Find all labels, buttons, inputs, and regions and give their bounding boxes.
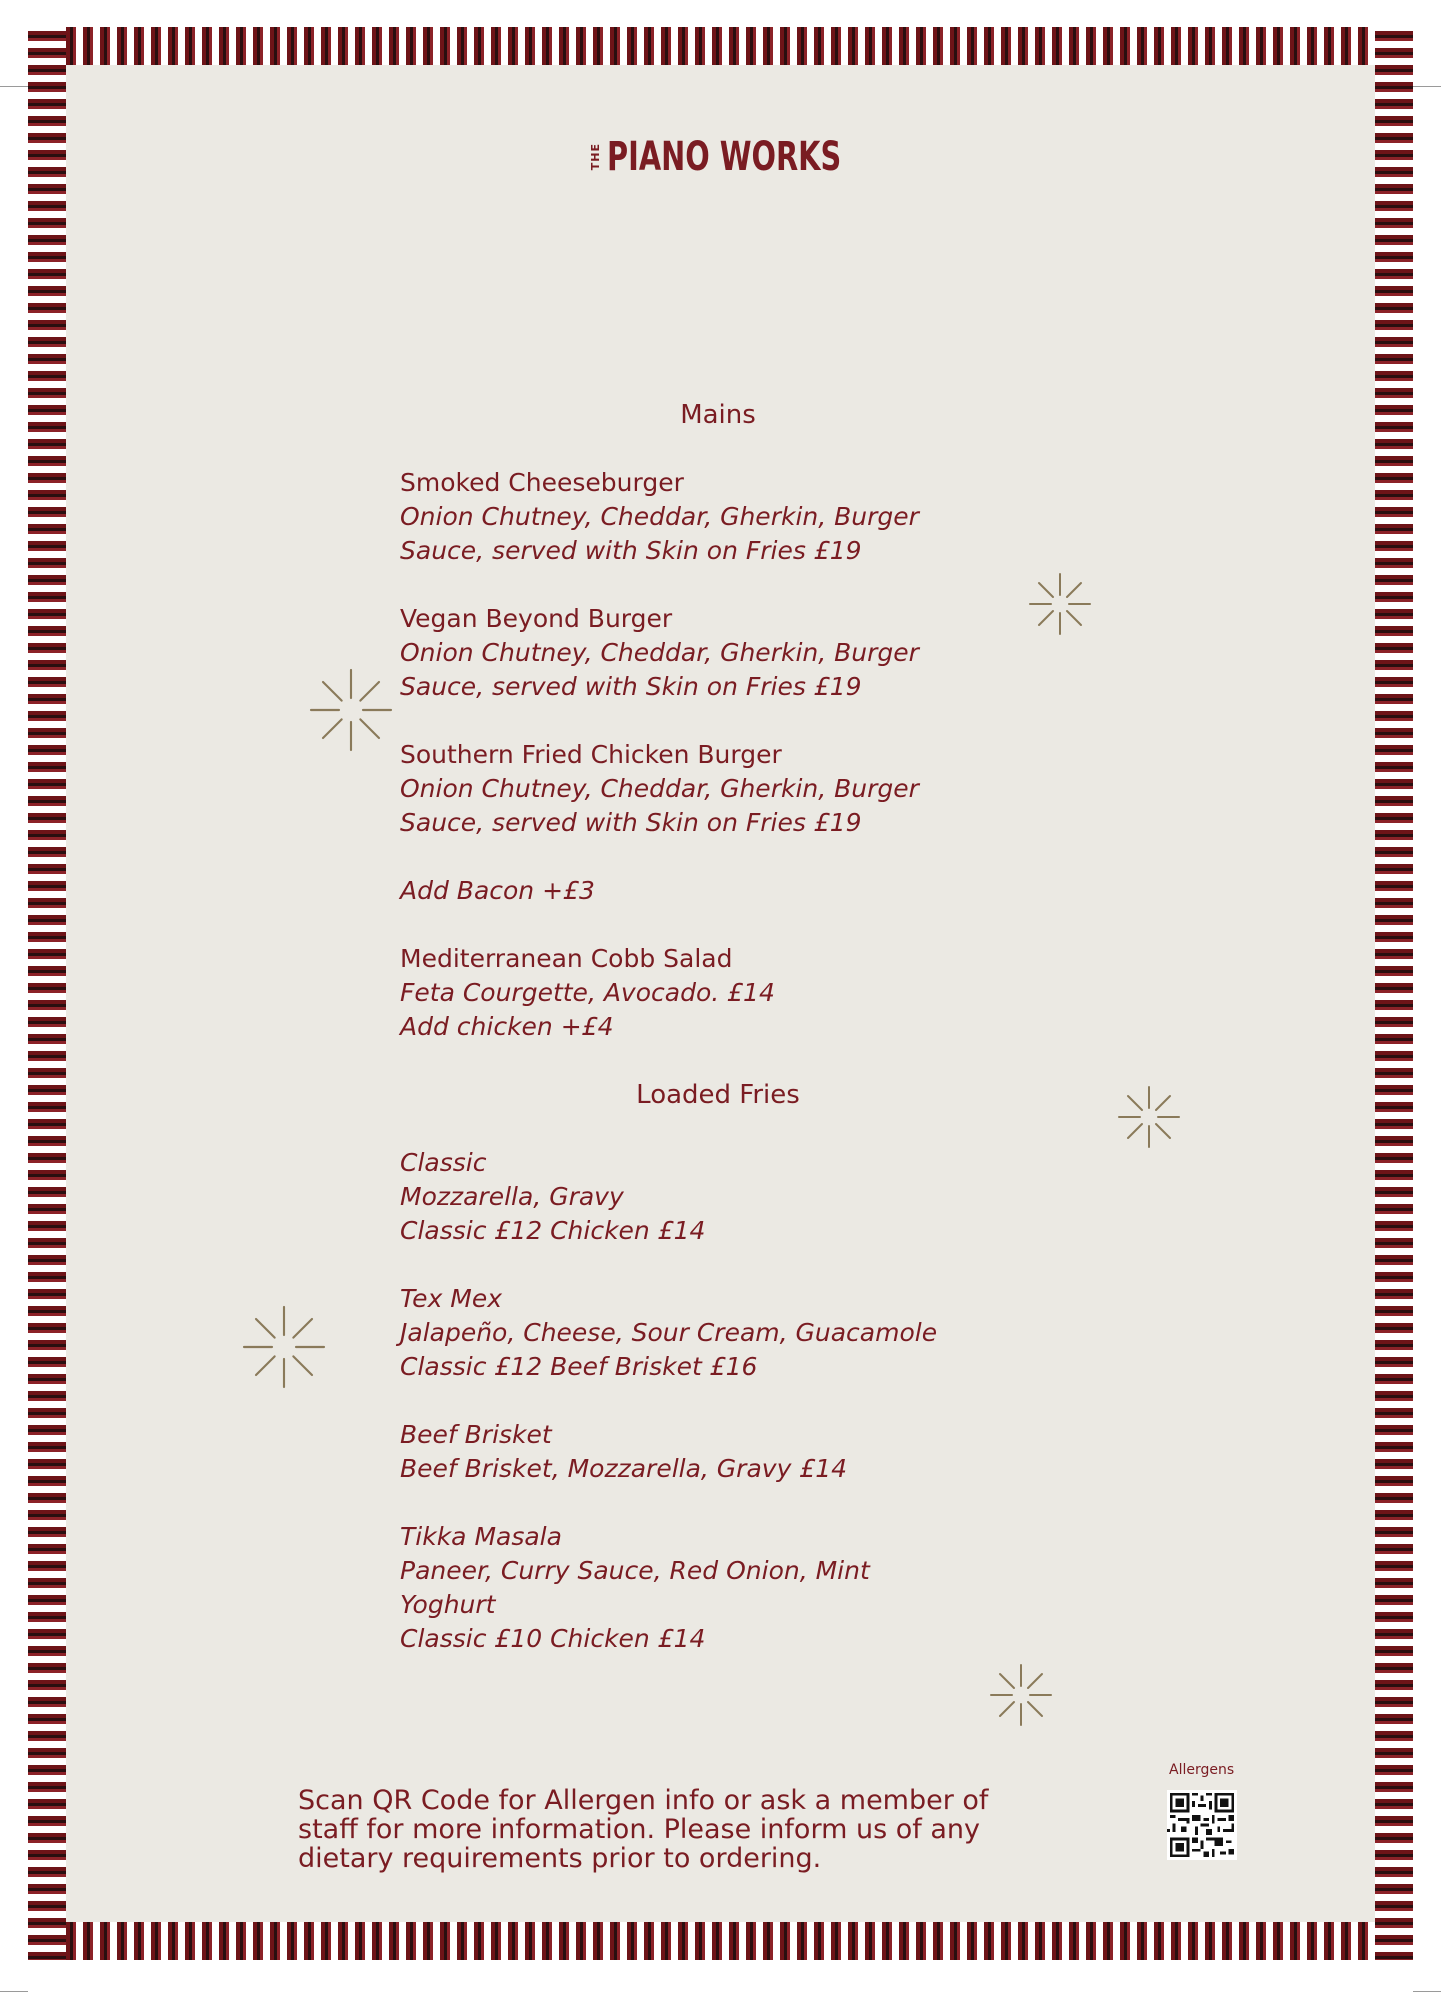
qr-code-icon[interactable]	[1167, 1790, 1237, 1860]
decorative-border-top	[28, 27, 1413, 65]
item-description: Sauce, served with Skin on Fries £19	[400, 536, 862, 565]
sparkle-icon	[240, 1303, 328, 1391]
decorative-border-left	[28, 27, 66, 1960]
item-description: Mozzarella, Gravy	[400, 1182, 624, 1211]
item-description: Onion Chutney, Cheddar, Gherkin, Burger	[400, 638, 919, 667]
menu-item	[400, 1418, 1060, 1486]
logo	[590, 133, 932, 181]
menu-item	[400, 602, 1060, 704]
item-description: Onion Chutney, Cheddar, Gherkin, Burger	[400, 502, 919, 531]
item-description: Paneer, Curry Sauce, Red Onion, Mint	[400, 1556, 870, 1585]
section-title-loaded-fries: Loaded Fries	[636, 1080, 800, 1110]
addon-text: Add Bacon +£3	[400, 876, 595, 905]
item-description: Tex Mex	[400, 1284, 503, 1313]
menu-addon	[400, 874, 1060, 908]
menu-item	[400, 942, 1060, 1044]
sparkle-icon	[307, 666, 395, 754]
item-description: Feta Courgette, Avocado. £14	[400, 978, 775, 1007]
allergen-note	[298, 1786, 1118, 1873]
sparkle-icon	[988, 1662, 1054, 1728]
sparkle-icon	[1027, 571, 1093, 637]
item-description: Sauce, served with Skin on Fries £19	[400, 808, 862, 837]
sparkle-icon	[1116, 1084, 1182, 1150]
item-description: Beef Brisket	[400, 1420, 552, 1449]
menu-item	[400, 1282, 1060, 1384]
crop-mark	[1413, 86, 1441, 87]
item-description: Add chicken +£4	[400, 1012, 614, 1041]
item-description: Classic £12 Chicken £14	[400, 1216, 706, 1245]
decorative-border-right	[1375, 27, 1413, 1960]
item-description: Classic	[400, 1148, 487, 1177]
menu-item	[400, 466, 1060, 568]
item-description: Sauce, served with Skin on Fries £19	[400, 672, 862, 701]
allergen-note-line: staff for more information. Please inform us of any	[298, 1814, 980, 1845]
item-name: Mediterranean Cobb Salad	[400, 944, 733, 973]
section-title-mains: Mains	[680, 400, 756, 430]
logo-name: PIANO WORKS	[607, 134, 842, 180]
qr-label: Allergens	[1169, 1762, 1235, 1778]
item-description: Classic £10 Chicken £14	[400, 1624, 706, 1653]
menu-content	[400, 398, 1060, 1656]
item-description: Yoghurt	[400, 1590, 496, 1619]
menu-item	[400, 738, 1060, 840]
crop-mark	[0, 86, 28, 87]
item-name: Vegan Beyond Burger	[400, 604, 673, 633]
item-description: Tikka Masala	[400, 1522, 562, 1551]
item-name: Smoked Cheeseburger	[400, 468, 684, 497]
item-description: Onion Chutney, Cheddar, Gherkin, Burger	[400, 774, 919, 803]
allergen-note-line: dietary requirements prior to ordering.	[298, 1843, 822, 1874]
allergen-note-line: Scan QR Code for Allergen info or ask a member of	[298, 1785, 989, 1816]
decorative-border-bottom	[28, 1922, 1413, 1960]
menu-item	[400, 1520, 1060, 1656]
item-name: Southern Fried Chicken Burger	[400, 740, 782, 769]
logo-prefix: THE	[589, 143, 602, 171]
item-description: Jalapeño, Cheese, Sour Cream, Guacamole	[400, 1318, 938, 1347]
crop-mark	[1413, 1991, 1441, 1992]
item-description: Beef Brisket, Mozzarella, Gravy £14	[400, 1454, 848, 1483]
item-description: Classic £12 Beef Brisket £16	[400, 1352, 758, 1381]
crop-mark	[0, 1991, 28, 1992]
menu-item	[400, 1146, 1060, 1248]
